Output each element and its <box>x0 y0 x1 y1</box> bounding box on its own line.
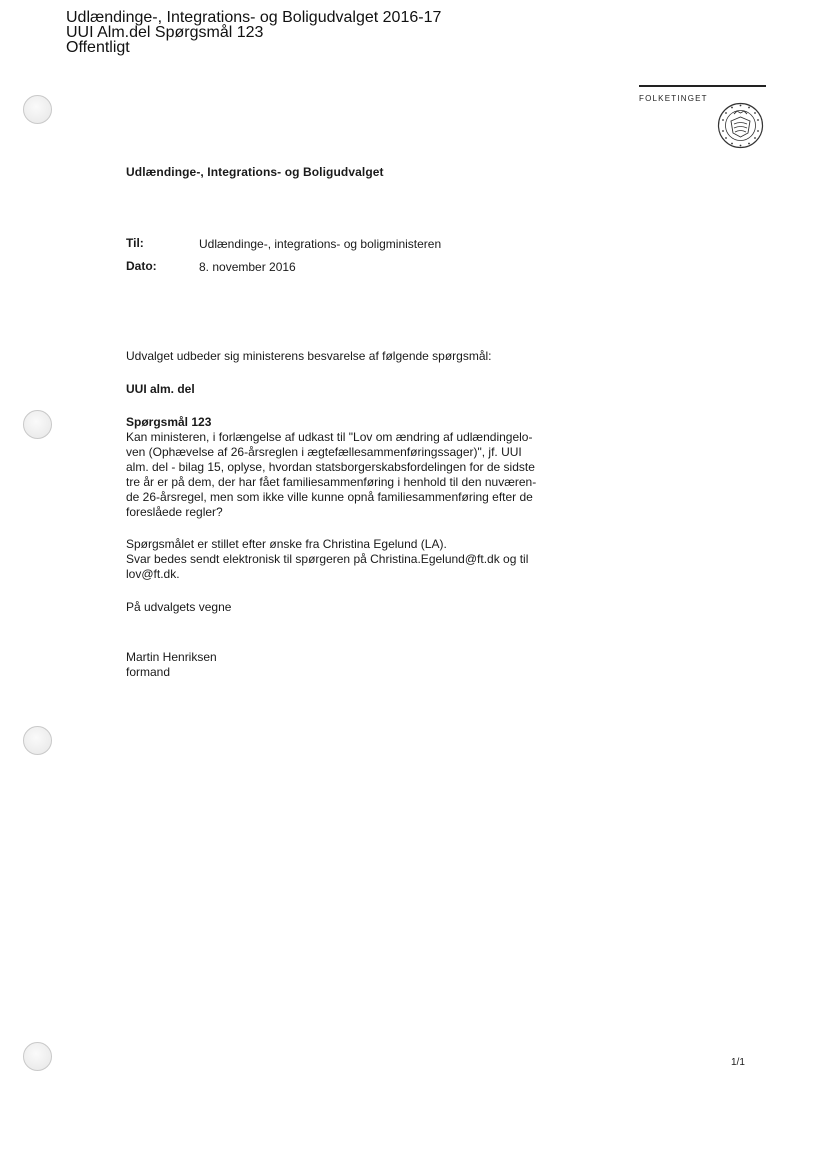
question-line: de 26-årsregel, men som ikke ville kunne opnå familiesammenføring efter de <box>126 490 533 504</box>
to-value: Udlændinge-, integrations- og boligministeren <box>199 237 442 251</box>
signer-name: Martin Henriksen <box>126 650 217 664</box>
committee-heading: Udlændinge-, Integrations- og Boligudvalget <box>126 165 384 179</box>
question-title: Spørgsmål 123 <box>126 415 212 429</box>
date-label: Dato: <box>126 259 157 273</box>
punch-hole <box>23 726 52 755</box>
intro-text: Udvalget udbeder sig ministerens besvarelse af følgende spørgsmål: <box>126 349 492 363</box>
letterhead-rule <box>639 85 766 87</box>
punch-hole <box>23 95 52 124</box>
question-line: tre år er på dem, der har fået familiesammenføring i henhold til den nuværen- <box>126 475 537 489</box>
question-text <box>126 430 556 520</box>
note-line: lov@ft.dk. <box>126 567 180 581</box>
stamp-line-committee: Udlændinge-, Integrations- og Boligudvalget 2016-17 <box>66 9 442 26</box>
letterhead-name: FOLKETINGET <box>639 94 708 103</box>
stamp-line-reference: UUI Alm.del Spørgsmål 123 <box>66 24 264 41</box>
signer-title: formand <box>126 665 171 679</box>
to-label: Til: <box>126 236 144 250</box>
signature-block <box>126 650 556 680</box>
stamp-line-status: Offentligt <box>66 39 130 56</box>
question-line: ven (Ophævelse af 26-årsreglen i ægtefællesammenføringssager)", jf. UUI <box>126 445 522 459</box>
request-note <box>126 537 556 582</box>
closing-text: På udvalgets vegne <box>126 600 232 614</box>
punch-hole <box>23 410 52 439</box>
folketinget-seal-icon <box>717 102 764 149</box>
section-heading: UUI alm. del <box>126 382 195 396</box>
question-line: alm. del - bilag 15, oplyse, hvordan statsborgerskabsfordelingen for de sidste <box>126 460 535 474</box>
question-line: Kan ministeren, i forlængelse af udkast til "Lov om ændring af udlændingelo- <box>126 430 533 444</box>
note-line: Spørgsmålet er stillet efter ønske fra Christina Egelund (LA). <box>126 537 447 551</box>
note-line: Svar bedes sendt elektronisk til spørgeren på Christina.Egelund@ft.dk og til <box>126 552 529 566</box>
question-line: foreslåede regler? <box>126 505 223 519</box>
date-value: 8. november 2016 <box>199 260 296 274</box>
page-number: 1/1 <box>731 1057 745 1068</box>
document-stamp <box>66 10 441 55</box>
punch-hole <box>23 1042 52 1071</box>
